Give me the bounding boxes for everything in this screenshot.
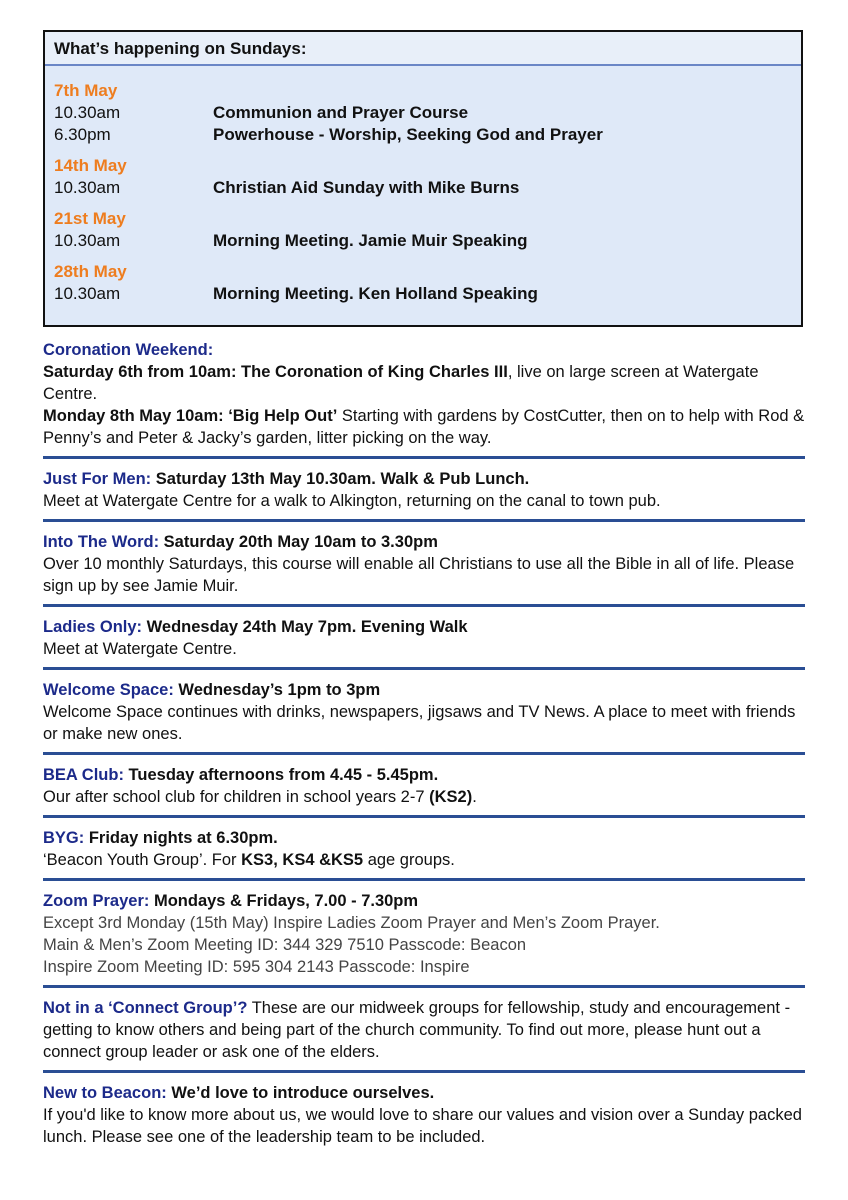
zoom-when: Mondays & Fridays, 7.00 - 7.30pm [149,892,419,910]
bea-detail: Our after school club for children in school years 2-7 [43,788,430,806]
divider [43,752,805,755]
word-detail: Over 10 monthly Saturdays, this course will enable all Christians to use all the Bible in all of life. Please sign up by see Jamie Muir. [43,555,795,595]
sunday-date: 28th May [54,262,127,281]
welcome-label: Welcome Space: [43,681,174,699]
zoom-line-3: Inspire Zoom Meeting ID: 595 304 2143 Passcode: Inspire [43,958,470,976]
welcome-when: Wednesday’s 1pm to 3pm [173,681,381,699]
zoom-label: Zoom Prayer: [43,892,150,910]
connect-detail: These are our midweek groups for fellowship, study and encouragement - getting to know others and being part of the church community. To find out more, please hunt out a connect group leader or ask one of the elders. [43,999,791,1061]
men-when: Saturday 13th May 10.30am. Walk & Pub Lunch. [151,470,530,488]
zoom-section [43,890,805,978]
men-label: Just For Men: [43,470,152,488]
byg-section [43,827,805,871]
event-title: Christian Aid Sunday with Mike Burns [213,178,520,197]
coronation-saturday-title: Saturday 6th from 10am: The Coronation of King Charles III [43,363,508,381]
ladies-label: Ladies Only: [43,618,143,636]
notices [43,339,805,1148]
divider [43,519,805,522]
word-label: Into The Word: [43,533,160,551]
sundays-schedule [45,66,801,305]
event-title: Morning Meeting. Ken Holland Speaking [213,284,538,303]
newto-detail: If you'd like to know more about us, we would love to share our values and vision over a Sunday packed lunch. Please see one of the leadership team to be included. [43,1106,802,1146]
divider [43,1070,805,1073]
bea-detail-end: . [472,788,477,806]
sunday-day [54,80,801,146]
coronation-monday-title: Monday 8th May 10am: ‘Big Help Out’ [43,407,338,425]
coronation-monday-detail: Starting with gardens by CostCutter, then on to help with Rod & Penny’s and Peter & Jacky’s garden, litter picking on the way. [43,407,805,447]
byg-detail: ‘Beacon Youth Group’. For [43,851,242,869]
sunday-date: 21st May [54,209,126,228]
sunday-event [54,283,801,305]
coronation-section [43,339,805,449]
zoom-line-2: Main & Men’s Zoom Meeting ID: 344 329 7510 Passcode: Beacon [43,936,527,954]
divider [43,604,805,607]
divider [43,667,805,670]
word-when: Saturday 20th May 10am to 3.30pm [159,533,438,551]
byg-when: Friday nights at 6.30pm. [84,829,278,847]
newto-when: We’d love to introduce ourselves. [166,1084,435,1102]
event-time: 10.30am [54,231,121,250]
bea-when: Tuesday afternoons from 4.45 - 5.45pm. [123,766,439,784]
word-section [43,531,805,597]
sunday-event [54,124,801,146]
zoom-line-1: Except 3rd Monday (15th May) Inspire Ladies Zoom Prayer and Men’s Zoom Prayer. [43,914,660,932]
ladies-section [43,616,805,660]
byg-detail-end: age groups. [363,851,455,869]
event-title: Morning Meeting. Jamie Muir Speaking [213,231,528,250]
sunday-day [54,208,801,252]
divider [43,456,805,459]
event-time: 10.30am [54,284,121,303]
welcome-detail: Welcome Space continues with drinks, newspapers, jigsaws and TV News. A place to meet with friends or make new ones. [43,703,796,743]
men-detail: Meet at Watergate Centre for a walk to Alkington, returning on the canal to town pub. [43,492,661,510]
connect-label: Not in a ‘Connect Group’? [43,999,248,1017]
sunday-date: 14th May [54,156,127,175]
sunday-day [54,261,801,305]
coronation-saturday-detail: , live on large screen at Watergate Centre. [43,363,759,403]
ladies-when: Wednesday 24th May 7pm. Evening Walk [142,618,468,636]
newto-section [43,1082,805,1148]
sunday-event [54,102,801,124]
divider [43,985,805,988]
sunday-event [54,177,801,199]
ladies-detail: Meet at Watergate Centre. [43,640,237,658]
event-title: Powerhouse - Worship, Seeking God and Prayer [213,125,603,144]
event-title: Communion and Prayer Course [213,103,469,122]
welcome-section [43,679,805,745]
sunday-day [54,155,801,199]
sundays-heading: What’s happening on Sundays: [45,32,801,66]
bea-label: BEA Club: [43,766,124,784]
divider [43,815,805,818]
byg-label: BYG: [43,829,85,847]
bea-detail-bold: (KS2) [429,788,473,806]
event-time: 10.30am [54,103,121,122]
byg-detail-bold: KS3, KS4 &KS5 [241,851,364,869]
event-time: 10.30am [54,178,121,197]
men-section [43,468,805,512]
event-time: 6.30pm [54,125,111,144]
divider [43,878,805,881]
sunday-event [54,230,801,252]
bea-section [43,764,805,808]
connect-section [43,997,805,1063]
sundays-box [43,30,803,327]
coronation-label: Coronation Weekend: [43,341,214,359]
sunday-date: 7th May [54,81,118,100]
newto-label: New to Beacon: [43,1084,167,1102]
